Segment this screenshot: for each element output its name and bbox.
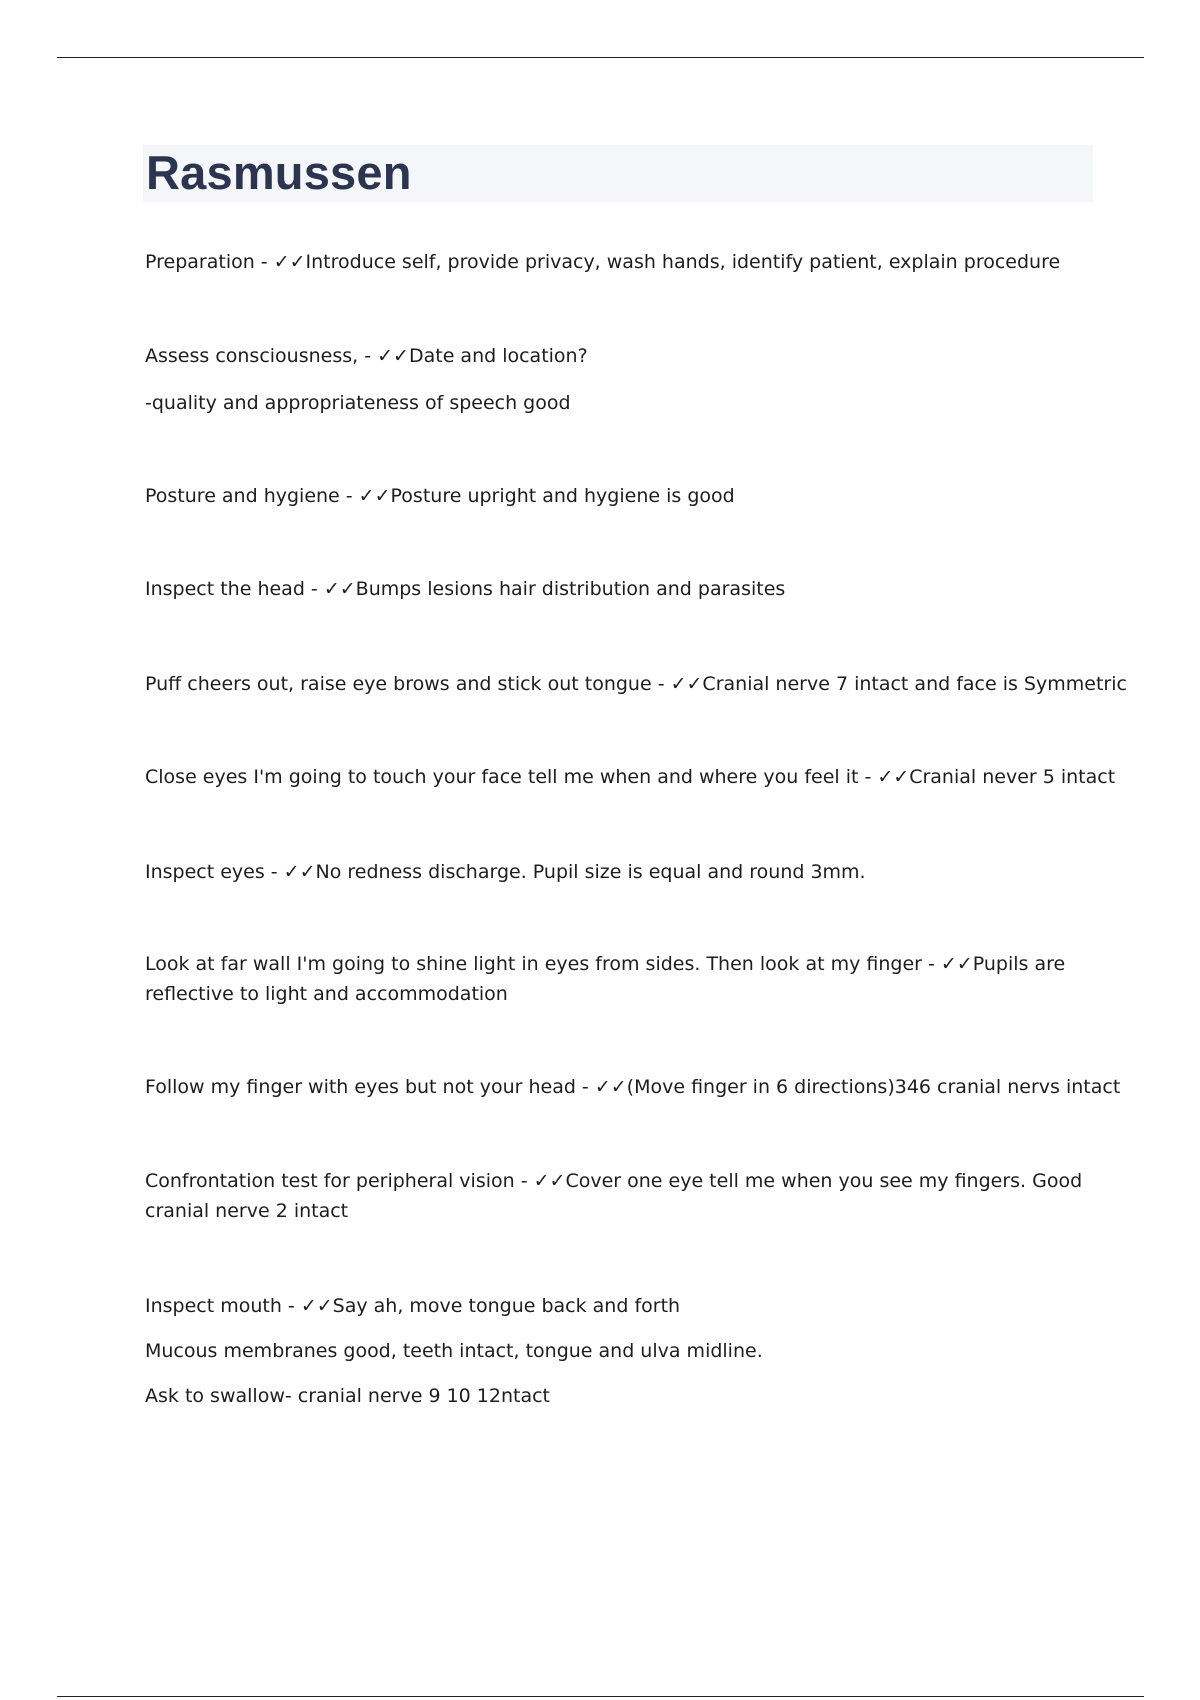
note-swallow: Ask to swallow- cranial nerve 9 10 12ntact bbox=[145, 1385, 551, 1407]
note-cranial-nerve-5: Close eyes I'm going to touch your face tell me when and where you feel it - ✓✓Cranial never 5 intact bbox=[145, 766, 1116, 788]
note-inspect-mouth: Inspect mouth - ✓✓Say ah, move tongue back and forth bbox=[145, 1295, 681, 1317]
note-inspect-head: Inspect the head - ✓✓Bumps lesions hair distribution and parasites bbox=[145, 578, 786, 600]
footer-rule bbox=[57, 1696, 1144, 1697]
note-follow-finger: Follow my finger with eyes but not your head - ✓✓(Move finger in 6 directions)346 cranial nervs intact bbox=[145, 1076, 1121, 1098]
note-assess-consciousness: Assess consciousness, - ✓✓Date and location? bbox=[145, 345, 588, 367]
note-peripheral-vision: Confrontation test for peripheral vision - ✓✓Cover one eye tell me when you see my fingers. Good cranial nerve 2 intact bbox=[145, 1170, 1083, 1222]
note-cranial-nerve-7: Puff cheers out, raise eye brows and stick out tongue - ✓✓Cranial nerve 7 intact and face is Symmetric bbox=[145, 673, 1127, 695]
note-posture-hygiene: Posture and hygiene - ✓✓Posture upright and hygiene is good bbox=[145, 485, 735, 507]
note-pupils-reflective: Look at far wall I'm going to shine light in eyes from sides. Then look at my finger - ✓✓Pupils are reflective to light and accommodation bbox=[145, 953, 1066, 1005]
note-inspect-eyes: Inspect eyes - ✓✓No redness discharge. Pupil size is equal and round 3mm. bbox=[145, 861, 866, 883]
document-title: Rasmussen bbox=[146, 146, 412, 199]
header-rule bbox=[57, 57, 1144, 58]
note-speech-quality: -quality and appropriateness of speech good bbox=[145, 392, 571, 414]
note-preparation: Preparation - ✓✓Introduce self, provide privacy, wash hands, identify patient, explain procedure bbox=[145, 251, 1061, 273]
note-mucous-membranes: Mucous membranes good, teeth intact, tongue and ulva midline. bbox=[145, 1340, 763, 1362]
